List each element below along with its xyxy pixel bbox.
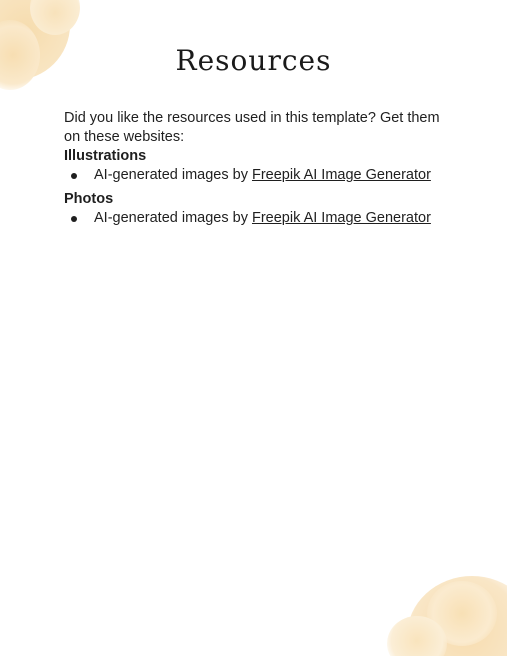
- list-item-text: AI-generated images by: [94, 167, 252, 183]
- intro-text: Did you like the resources used in this template? Get them on these websites:: [64, 110, 440, 145]
- resources-content: [64, 109, 444, 228]
- section-heading-photos: Photos: [64, 191, 114, 207]
- photos-list: [64, 209, 444, 228]
- list-item-text: AI-generated images by: [94, 210, 252, 226]
- bullet-icon: [71, 173, 77, 179]
- watercolor-decoration-bottom-right: [392, 566, 507, 656]
- list-item: [64, 166, 444, 185]
- freepik-link[interactable]: Freepik AI Image Generator: [251, 167, 431, 183]
- list-item: [64, 209, 444, 228]
- bullet-icon: [71, 216, 77, 222]
- page-title: Resources: [175, 44, 332, 77]
- illustrations-list: [64, 166, 444, 185]
- freepik-link[interactable]: Freepik AI Image Generator: [251, 210, 431, 226]
- section-heading-illustrations: Illustrations: [64, 148, 147, 164]
